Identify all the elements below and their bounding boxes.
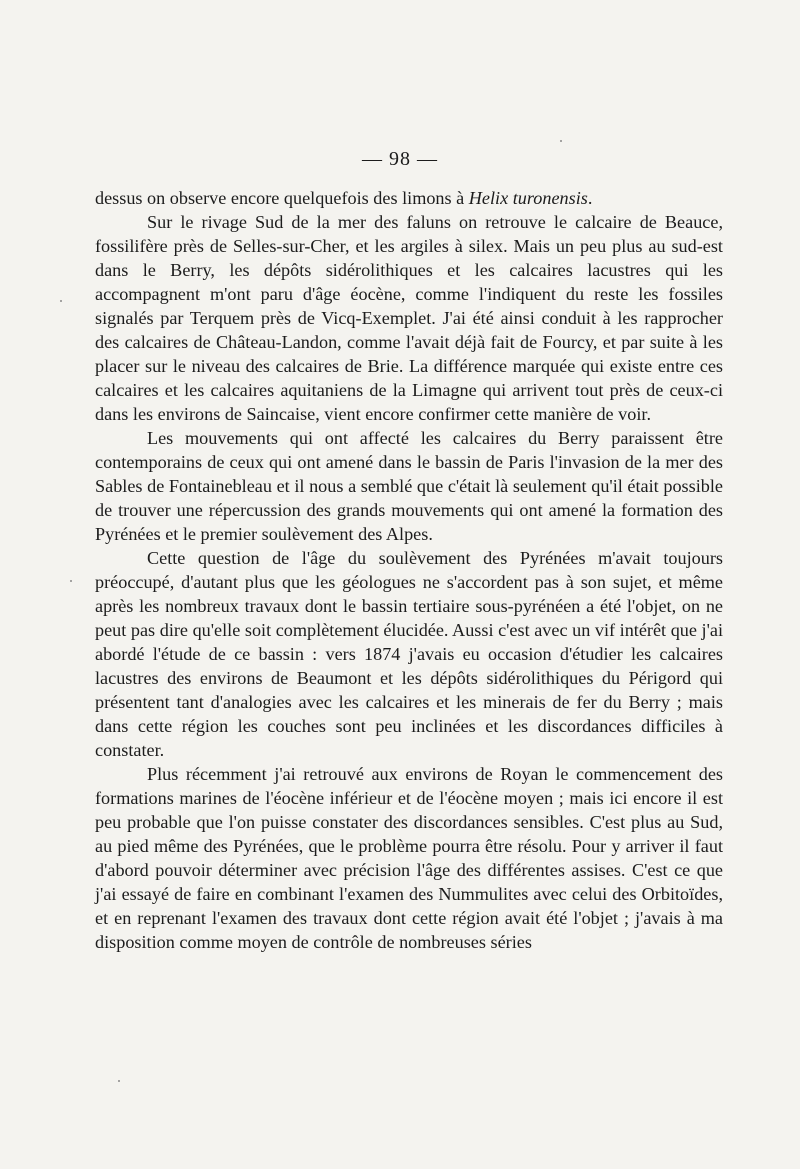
paragraph-1-end: . [587, 188, 593, 208]
paragraph-1-text: dessus on observe encore quelquefois des limons à [95, 188, 469, 208]
paper-speck [70, 580, 72, 582]
species-name: Helix turonensis [468, 188, 588, 208]
paragraph-1 [95, 186, 723, 210]
paragraph-5: Plus récemment j'ai retrouvé aux environs de Royan le commencement des formations marines de l'éocène inférieur et de l'éocène moyen ; mais ici encore il est peu probable que l'on puisse constater des discordances sensibles. C'est plus au Sud, au pied même des Pyrénées, que le problème pourra être résolu. Pour y arriver il faut d'abord pouvoir déterminer avec précision l'âge des différentes assises. C'est ce que j'ai essayé de faire en combinant l'examen des Nummulites avec celui des Orbitoïdes, et en reprenant l'examen des travaux dont cette région avait été l'objet ; j'avais à ma disposition comme moyen de contrôle de nombreuses séries [95, 764, 723, 952]
paragraph-2: Sur le rivage Sud de la mer des faluns on retrouve le calcaire de Beauce, fossilifère près de Selles-sur-Cher, et les argiles à silex. Mais un peu plus au sud-est dans le Berry, les dépôts sidérolithiques et les calcaires lacustres qui les accompagnent m'ont paru d'âge éocène, comme l'indiquent du reste les fossiles signalés par Terquem près de Vicq-Exemplet. J'ai été ainsi conduit à les rapprocher des calcaires de Château-Landon, comme l'avait déjà fait de Fourcy, et par suite à les placer sur le niveau des calcaires de Brie. La différence marquée qui existe entre ces calcaires et les calcaires aquitaniens de la Limagne qui arrivent tout près de ceux-ci dans les environs de Saincaise, vient encore confirmer cette manière de voir. [95, 212, 723, 424]
paper-speck [118, 1080, 120, 1082]
page-number: — 98 — [362, 148, 438, 170]
body-text [95, 186, 723, 954]
paragraph-3: Les mouvements qui ont affecté les calcaires du Berry paraissent être contemporains de ceux qui ont amené dans le bassin de Paris l'invasion de la mer des Sables de Fontainebleau et il nous a semblé que c'était là seulement qu'il était possible de trouver une répercussion des grands mouvements qui ont amené la formation des Pyrénées et le premier soulèvement des Alpes. [95, 428, 723, 544]
paper-speck [60, 300, 62, 302]
paper-speck [560, 140, 562, 142]
paragraph-4: Cette question de l'âge du soulèvement des Pyrénées m'avait toujours préoccupé, d'autant plus que les géologues ne s'accordent pas à son sujet, et même après les nombreux travaux dont le bassin tertiaire sous-pyrénéen a été l'objet, on ne peut pas dire qu'elle soit complètement élucidée. Aussi c'est avec un vif intérêt que j'ai abordé l'étude de ce bassin : vers 1874 j'avais eu occasion d'étudier les calcaires lacustres des environs de Beaumont et les dépôts sidérolithiques du Périgord qui présentent tant d'analogies avec les calcaires et les minerais de fer du Berry ; mais dans cette région les couches sont peu inclinées et les discordances difficiles à constater. [95, 548, 723, 760]
